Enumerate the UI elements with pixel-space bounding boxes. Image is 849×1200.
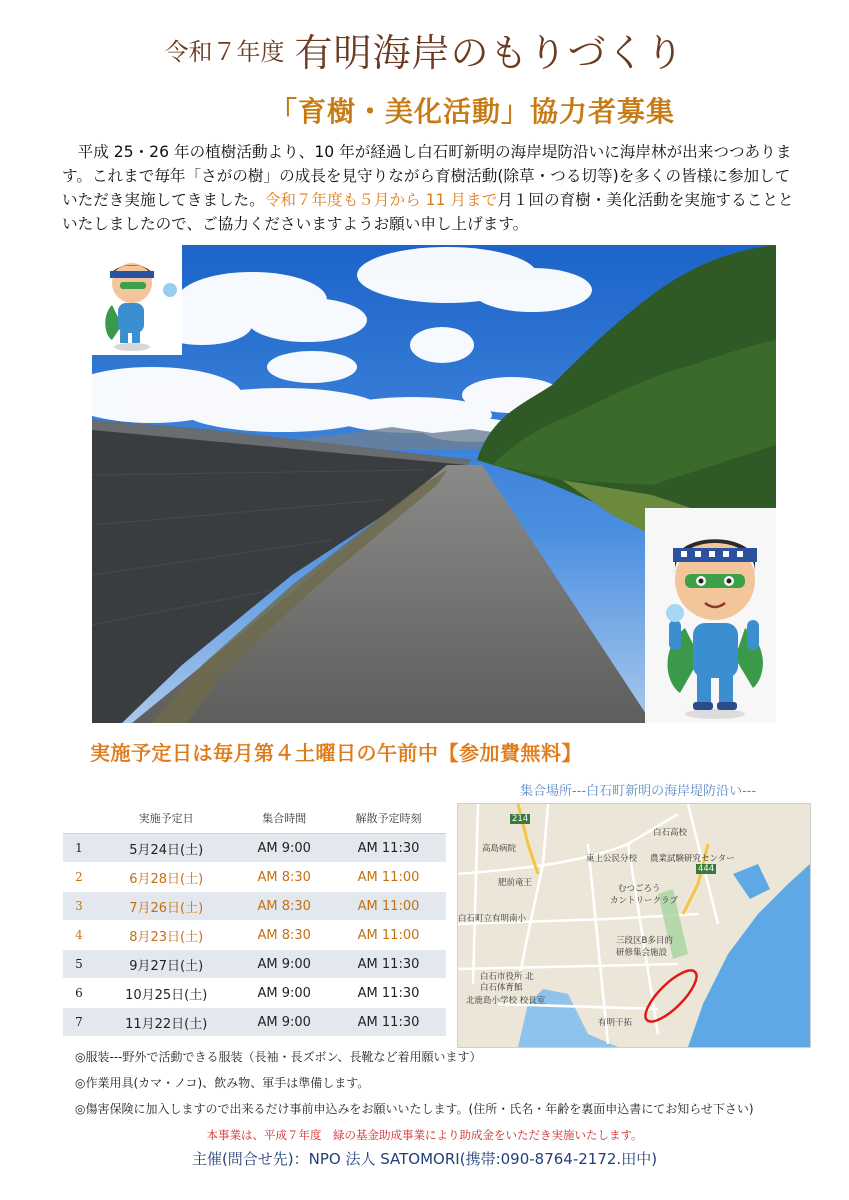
row-no: 2 xyxy=(63,863,95,892)
table-row xyxy=(63,1008,446,1037)
row-gather: AM 8:30 xyxy=(237,892,331,921)
row-date: 9月27日(土) xyxy=(95,950,237,979)
row-end: AM 11:00 xyxy=(331,921,446,950)
row-date: 6月28日(土) xyxy=(95,863,237,892)
map-place: カントリークラブ xyxy=(610,896,679,906)
row-gather: AM 8:30 xyxy=(237,921,331,950)
table-row xyxy=(63,834,446,863)
organizer-contact: 主催(問合せ先)：NPO 法人 SATOMORI(携帯:090-8764-2172.田中) xyxy=(191,1150,658,1168)
header-no xyxy=(63,803,95,834)
schedule-heading: 実施予定日は毎月第４土曜日の午前中【参加費無料】 xyxy=(90,741,582,765)
row-no: 5 xyxy=(63,950,95,979)
row-end: AM 11:00 xyxy=(331,863,446,892)
row-no: 7 xyxy=(63,1008,95,1037)
intro-text-2: 月１回の育樹・美化活動を実施することといたしましたので、ご協力くださいますようお願い申し上げます。 xyxy=(62,191,794,233)
note-tools: ◎作業用具(カマ・ノコ)、飲み物、軍手は準備します。 xyxy=(75,1076,370,1090)
map-place: 三段区B多目的 xyxy=(616,936,673,946)
mascot-large xyxy=(645,508,776,723)
map-place: 有明干拓 xyxy=(598,1018,633,1028)
note-insurance: ◎傷害保険に加入しますので出来るだけ事前申込みをお願いいたします。(住所・氏名・年齢を裏面申込書にてお知らせ下さい) xyxy=(75,1102,754,1116)
intro-paragraph xyxy=(62,140,804,236)
map-road-number: 444 xyxy=(698,864,715,874)
row-no: 3 xyxy=(63,892,95,921)
subtitle xyxy=(0,90,849,130)
row-date: 11月22日(土) xyxy=(95,1008,237,1037)
row-gather: AM 9:00 xyxy=(237,950,331,979)
map-place: 研修集会施設 xyxy=(616,948,668,958)
row-end: AM 11:30 xyxy=(331,1008,446,1037)
note-clothing: ◎服装---野外で活動できる服装（長袖・長ズボン、長靴など着用願います） xyxy=(75,1050,482,1064)
row-gather: AM 9:00 xyxy=(237,979,331,1008)
row-gather: AM 9:00 xyxy=(237,834,331,863)
row-date: 7月26日(土) xyxy=(95,892,237,921)
map-place: むつごろう xyxy=(618,884,661,894)
table-row xyxy=(63,950,446,979)
title-main: 有明海岸のもりづくり xyxy=(294,31,685,75)
intro-highlight: 令和７年度も５月から 11 月まで xyxy=(264,191,498,209)
map-place: 白石体育館 xyxy=(480,983,523,993)
row-end: AM 11:30 xyxy=(331,950,446,979)
row-end: AM 11:30 xyxy=(331,979,446,1008)
map-place: 高島病院 xyxy=(482,844,517,854)
row-no: 6 xyxy=(63,979,95,1008)
map-place: 北鹿島小学校 校長室 xyxy=(466,996,546,1006)
row-gather: AM 9:00 xyxy=(237,1008,331,1037)
meeting-place-map xyxy=(457,803,811,1048)
page-title xyxy=(0,22,849,77)
map-place: 肥前竜王 xyxy=(498,878,533,888)
header-date: 実施予定日 xyxy=(95,803,237,834)
row-no: 1 xyxy=(63,834,95,863)
row-date: 10月25日(土) xyxy=(95,979,237,1008)
table-row xyxy=(63,979,446,1008)
table-row xyxy=(63,921,446,950)
schedule-table xyxy=(63,803,446,1037)
map-road-number: 214 xyxy=(512,814,529,824)
header-gather: 集合時間 xyxy=(237,803,331,834)
map-place: 白石市役所 北 xyxy=(480,972,534,982)
subtitle-text: 「育樹・美化活動」協力者募集 xyxy=(268,95,675,128)
row-no: 4 xyxy=(63,921,95,950)
map-place: 農業試験研究センター xyxy=(650,854,735,864)
header-end: 解散予定時刻 xyxy=(331,803,446,834)
row-end: AM 11:00 xyxy=(331,892,446,921)
table-row xyxy=(63,863,446,892)
row-date: 5月24日(土) xyxy=(95,834,237,863)
row-end: AM 11:30 xyxy=(331,834,446,863)
table-header-row xyxy=(63,803,446,834)
row-gather: AM 8:30 xyxy=(237,863,331,892)
mascot-small xyxy=(92,245,182,355)
intro-text-1: 平成 25・26 年の植樹活動より、10 年が経過し白石町新明の海岸堤防沿いに海岸林が出来つつあります。これまで毎年「さがの樹」の成長を見守りながら育樹活動(除草・つる切等)を多くの皆様に参加していただき実施してきました。 xyxy=(62,143,792,209)
table-row xyxy=(63,892,446,921)
map-place: 白石高校 xyxy=(653,828,688,838)
title-year: 令和７年度 xyxy=(164,38,285,66)
row-date: 8月23日(土) xyxy=(95,921,237,950)
map-place: 白石町立有明南小 xyxy=(458,914,527,924)
funding-note: 本事業は、平成７年度 緑の基金助成事業により助成金をいただき実施いたします。 xyxy=(206,1128,643,1142)
map-label: 集合場所---白石町新明の海岸堤防沿い--- xyxy=(520,784,757,799)
map-place: 東上公民分校 xyxy=(586,854,638,864)
